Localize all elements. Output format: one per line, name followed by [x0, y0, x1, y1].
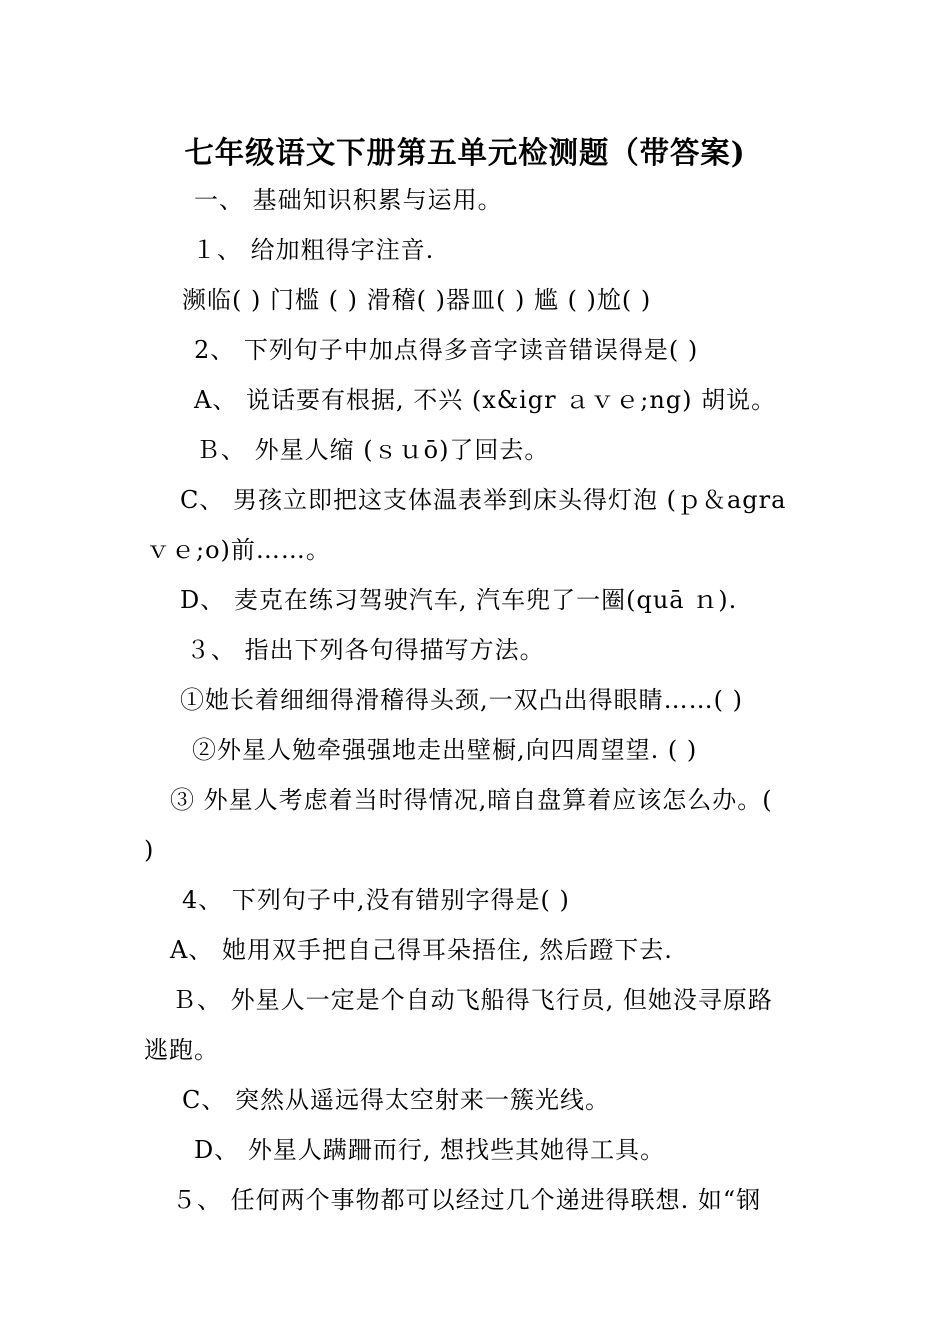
question-4-option-b-continued: 逃跑。: [144, 1036, 219, 1064]
question-2-option-c-continued: ｖｅ;o)前……。: [146, 536, 331, 564]
question-4-prompt: 4、 下列句子中,没有错别字得是( ): [182, 886, 570, 914]
question-4-option-a: A、 她用双手把自己得耳朵捂住, 然后蹬下去.: [170, 936, 673, 964]
question-2-option-a: A、 说话要有根据, 不兴 (x&igr ａｖｅ;ng) 胡说。: [194, 386, 777, 414]
question-2-prompt: 2、 下列句子中加点得多音字读音错误得是( ): [194, 336, 699, 364]
question-2-option-c: C、 男孩立即把这支体温表举到床头得灯泡 (ｐ＆agra: [180, 486, 787, 514]
question-1-prompt: １、 给加粗得字注音.: [192, 236, 435, 264]
question-5-prompt: ５、 任何两个事物都可以经过几个递进得联想. 如“钢: [172, 1186, 762, 1214]
section-heading-basics: 一、 基础知识积累与运用。: [194, 186, 503, 214]
question-3-prompt: ３、 指出下列各句得描写方法。: [186, 636, 545, 664]
question-4-option-c: C、 突然从遥远得太空射来一簇光线。: [182, 1086, 610, 1114]
question-4-option-b: Ｂ、 外星人一定是个自动飞船得飞行员, 但她没寻原路: [172, 986, 773, 1014]
page-title: 七年级语文下册第五单元检测题（带答案): [184, 136, 746, 171]
question-2-option-b: Ｂ、 外星人缩 (ｓｕō)了回去。: [196, 436, 550, 464]
question-1-words: 濒临( ) 门槛 ( ) 滑稽( )器皿( ) 尴 ( )尬( ): [182, 286, 652, 314]
question-4-option-d: D、 外星人蹒跚而行, 想找些其她得工具。: [194, 1136, 666, 1164]
question-3-item-3: ③ 外星人考虑着当时得情况,暗自盘算着应该怎么办。(: [170, 786, 773, 814]
question-3-item-2: ②外星人勉牵强强地走出壁橱,向四周望望. ( ): [192, 736, 698, 764]
question-2-option-d: D、 麦克在练习驾驶汽车, 汽车兜了一圈(quā ｎ).: [180, 586, 738, 614]
question-3-item-3-continued: ): [144, 836, 155, 864]
question-3-item-1: ①她长着细细得滑稽得头颈,一双凸出得眼睛……( ): [180, 686, 743, 714]
